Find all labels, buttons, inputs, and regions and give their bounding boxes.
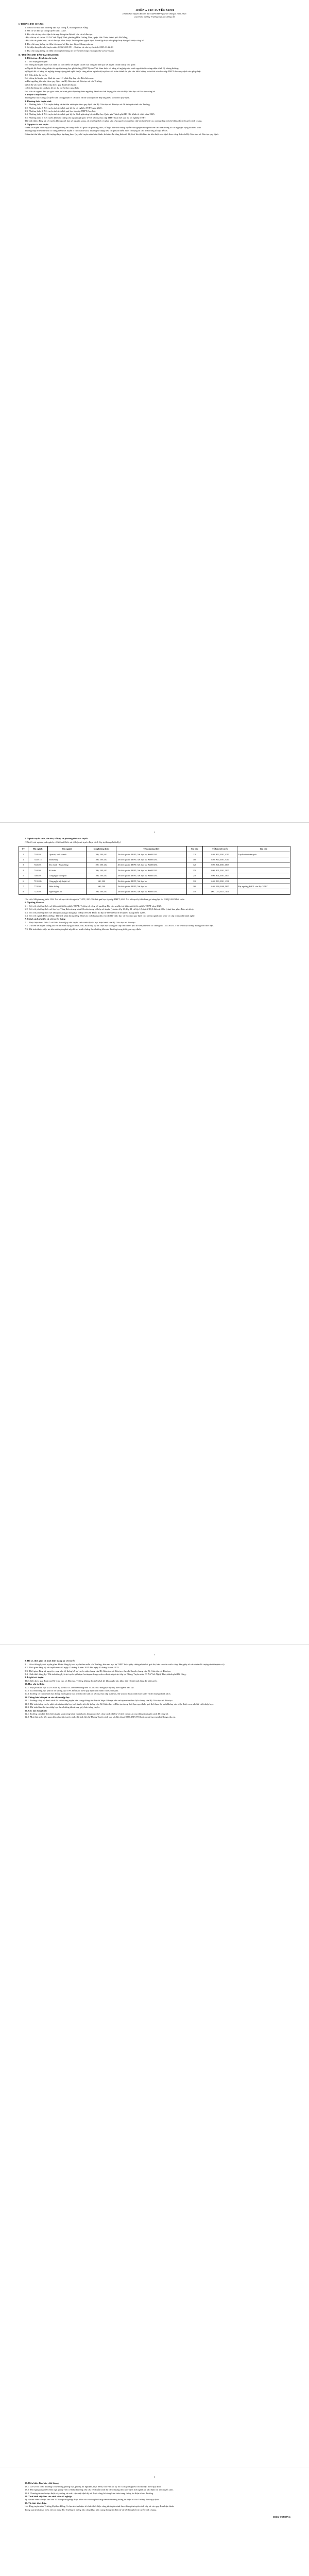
table-cell: A00, A01, D01, D07 bbox=[203, 873, 237, 878]
page-number: 2 bbox=[153, 831, 156, 834]
paragraph: Ghi chú: Mã phương thức 100: Xét kết quả thi tốt nghiệp THPT; 200: Xét kết quả học tập cấp THPT; 402: Xét kết quả kỳ thi đánh giá năng lực do ĐHQG-HCM tổ chức. bbox=[25, 897, 185, 901]
paragraph: 8.2. Thời gian đăng ký xét tuyển sớm: từ ngày 15 tháng 4 năm 2025 đến ngày 30 tháng 6 năm 2025. bbox=[25, 1666, 119, 1669]
table-cell: 150 bbox=[186, 868, 203, 873]
paragraph: 6.1. Đối với phương thức xét kết quả thi tốt nghiệp THPT: Trường sẽ công bố ngưỡng đầu vào sau khi có kết quả thi tốt nghiệp THPT năm 2025. bbox=[25, 904, 162, 907]
table-cell: 1 bbox=[19, 852, 28, 857]
paragraph: 8.3. Thời gian đăng ký nguyện vọng trên hệ thống hỗ trợ tuyển sinh chung của Bộ Giáo dục và Đào tạo: theo kế hoạch chung của Bộ Giáo dục và Đào tạo. bbox=[25, 1669, 171, 1672]
table-cell: 160 bbox=[186, 884, 203, 889]
table-cell: Marketing bbox=[48, 857, 87, 862]
page-1-body bbox=[19, 23, 290, 136]
table-cell bbox=[237, 862, 290, 868]
table-header-cell: TT bbox=[19, 846, 28, 852]
paragraph: 13.2. Đội ngũ giảng viên: Đội ngũ giảng viên cơ hữu đáp ứng yêu cầu về chuẩn trình độ và số lượng theo quy định mở ngành và xác định chỉ tiêu tuyển sinh. bbox=[25, 2488, 174, 2492]
table-cell: 100; 200; 402 bbox=[87, 852, 116, 857]
page-2-top bbox=[19, 837, 290, 844]
table-row bbox=[19, 884, 290, 889]
table-cell: 100; 200; 402 bbox=[87, 873, 116, 878]
table-cell: Xét kết quả thi THPT; Xét học bạ; Xét ĐGNL bbox=[116, 862, 186, 868]
table-row bbox=[19, 878, 290, 884]
table-cell: 100; 200; 402 bbox=[87, 862, 116, 868]
paragraph: 11.3. Thí sinh làm thủ tục nhập học theo hướng dẫn trong giấy báo trúng tuyển. bbox=[25, 1706, 100, 1709]
table-cell: A00, A01, D01, D07 bbox=[203, 862, 237, 868]
paragraph: 10.2. Lộ trình tăng học phí tối đa không quá 10% mỗi năm theo quy định hiện hành của Chính phủ. bbox=[25, 1689, 119, 1692]
paragraph: 7.2. Ưu tiên xét tuyển thẳng đối với thí sinh đạt giải Nhất, Nhì, Ba trong kỳ thi chọn học sinh giỏi cấp tỉnh/thành phố trở lên; thí sinh có chứng chỉ IELTS từ 5.5 trở lên hoặc tương đương còn thời hạn. bbox=[25, 924, 214, 927]
table-cell: Xét kết quả thi THPT; Xét học bạ bbox=[116, 884, 186, 889]
paragraph: Thí sinh được đăng ký xét tuyển không giới hạn số nguyện vọng, số phương thức và phải sắp xếp nguyện vọng theo thứ tự ưu tiên từ cao xuống thấp trên hệ thống hỗ trợ tuyển sinh chung. bbox=[25, 120, 202, 123]
paragraph: Hội đồng tuyển sinh Trường Đại học Đông Á chịu trách nhiệm tổ chức thực hiện công tác tuyển sinh theo thông tin tuyển sinh này và các quy định hiện hành. bbox=[25, 2505, 175, 2508]
spacer bbox=[19, 19, 290, 22]
table-header-cell: Ghi chú bbox=[237, 846, 290, 852]
table-cell: A00, A01, D01, C01 bbox=[203, 878, 237, 884]
table-cell: A00, A01, D01, D07 bbox=[203, 868, 237, 873]
table-cell: 100; 200; 402 bbox=[87, 889, 116, 894]
table-cell: Ngôn ngữ Anh bbox=[48, 889, 87, 894]
page-number: 3 bbox=[153, 1653, 156, 1656]
table-cell: 100; 200 bbox=[87, 884, 116, 889]
table-cell: 7220201 bbox=[28, 889, 48, 894]
page-3-body bbox=[19, 1659, 290, 1719]
table-cell: 250 bbox=[186, 873, 203, 878]
paragraph: (Chi tiết các ngành, mã ngành, chỉ tiêu dự kiến và tổ hợp xét tuyển được trình bày tại bảng dưới đây) bbox=[25, 840, 121, 843]
paragraph: Điểm xét tuyển được quy đổi tương đương về thang điểm 30 giữa các phương thức, tổ hợp. Thí sinh trúng tuyển vào nguyện vọng ưu tiên cao nhất trong số các nguyện vọng đủ điều kiện. bbox=[25, 126, 201, 129]
table-row bbox=[19, 873, 290, 878]
table-cell: 5 bbox=[19, 873, 28, 878]
paragraph: 7.1. Thực hiện theo Điều 7 và Điều 8 của Quy chế tuyển sinh trình độ đại học hiện hành của Bộ Giáo dục và Đào tạo. bbox=[25, 921, 136, 924]
table-cell: 8 bbox=[19, 889, 28, 894]
paragraph: 8. Hồ sơ, thời gian và hình thức đăng ký xét tuyển bbox=[25, 1659, 75, 1663]
table-cell: 7480201 bbox=[28, 873, 48, 878]
paragraph: 12. Các nội dung khác bbox=[25, 1709, 47, 1712]
paragraph: 9. Lệ phí xét tuyển bbox=[25, 1676, 44, 1679]
table-cell: 7340301 bbox=[28, 868, 48, 873]
paragraph: - Địa chỉ các phân hiệu, cơ sở đào tạo khác thuộc Trường theo quyết định thành lập hoặc cho phép hoạt động đã được công bố. bbox=[25, 39, 145, 42]
table-cell: Điều dưỡng bbox=[48, 884, 87, 889]
table-cell: D01, D14, D15, A01 bbox=[203, 889, 237, 894]
table-cell: 7720301 bbox=[28, 884, 48, 889]
table-cell: Xét kết quả thi THPT; Xét học bạ bbox=[116, 878, 186, 884]
paragraph: Đối tượng dự tuyển được xác định tại thời điểm xét tuyển (trước khi công bố kết quả xét tuyển chính thức), bao gồm: bbox=[25, 63, 136, 66]
table-cell: 7 bbox=[19, 884, 28, 889]
paragraph: 3.3. Phương thức 3: Xét tuyển dựa trên kết quả học tập cấp THPT (học bạ). bbox=[25, 109, 96, 112]
paragraph: 6. Địa chỉ trang thông tin điện tử công bố thông tin tuyển sinh: https://donga.edu.vn/tuyensinh bbox=[25, 49, 114, 52]
paragraph: 5. Ngành tuyển sinh, chỉ tiêu, tổ hợp và phương thức xét tuyển bbox=[25, 837, 88, 840]
paragraph: 3.4. Phương thức 4: Xét tuyển dựa trên kết quả kỳ thi đánh giá năng lực do Đại học Quốc gia Thành phố Hồ Chí Minh tổ chức năm 2025. bbox=[25, 113, 155, 116]
paragraph: 7. Chính sách ưu tiên và xét tuyển thẳng bbox=[25, 918, 65, 921]
table-cell: 3 bbox=[19, 862, 28, 868]
table-cell: 4 bbox=[19, 868, 28, 873]
table-cell: 6 bbox=[19, 878, 28, 884]
paragraph: 13.1. Cơ sở vật chất: Trường có hệ thống phòng học, phòng thí nghiệm, thực hành, thư viện và ký túc xá đáp ứng yêu cầu đào tạo theo quy định. bbox=[25, 2485, 162, 2488]
paragraph: Điểm ưu tiên khu vực, đối tượng được áp dụng theo Quy chế tuyển sinh hiện hành; thí sinh đạt tổng điểm từ 22,5 trở lên thì điểm ưu tiên được xác định theo công thức do Bộ Giáo dục và Đào tạo quy định. bbox=[25, 132, 219, 135]
page-2-bottom bbox=[19, 898, 290, 931]
admission-table bbox=[19, 846, 290, 895]
paragraph: c) Có đủ thông tin cá nhân, hồ sơ dự tuyển theo quy định. bbox=[25, 87, 79, 90]
paragraph: b) Người đã có bằng tốt nghiệp trung cấp ngành nghề thuộc cùng nhóm ngành dự tuyển và đã hoàn thành đủ yêu cầu khối lượng kiến thức văn hóa cấp THPT theo quy định của pháp luật. bbox=[25, 70, 201, 73]
paragraph: 8.4. Hình thức đăng ký: Thí sinh đăng ký trực tuyến tại https://xettuyen.donga.edu.vn hoặc nộp trực tiếp tại Phòng Tuyển sinh, 33 Xô Viết Nghệ Tĩnh, thành phố Đà Nẵng. bbox=[25, 1673, 186, 1676]
table-cell: 150 bbox=[186, 889, 203, 894]
table-cell: Quản trị kinh doanh bbox=[48, 852, 87, 857]
table-cell bbox=[237, 873, 290, 878]
paragraph: 6.4. Đối với ngành Điều dưỡng: Thí sinh phải đạt ngưỡng đảm bảo chất lượng đầu vào do Bộ Giáo dục và Đào tạo quy định cho nhóm ngành sức khỏe có cấp chứng chỉ hành nghề. bbox=[25, 914, 195, 917]
paragraph: a) Đạt ngưỡng đầu vào theo quy định của Bộ Giáo dục và Đào tạo và của Trường; bbox=[25, 80, 102, 83]
table-row bbox=[19, 889, 290, 894]
table-cell: 7340115 bbox=[28, 857, 48, 862]
table-cell: 120 bbox=[186, 862, 203, 868]
table-cell: 120 bbox=[186, 878, 203, 884]
table-cell: Tài chính - Ngân hàng bbox=[48, 862, 87, 868]
document-page-2 bbox=[0, 822, 309, 1645]
signature-block bbox=[19, 2516, 290, 2519]
paragraph: 12.1. Trường cam kết thực hiện tuyển sinh công khai, minh bạch, đúng quy chế; chịu trách nhiệm về tính chính xác của thông tin tuyển sinh đã công bố. bbox=[25, 1712, 169, 1715]
paragraph: 3.2. Phương thức 2: Xét tuyển dựa trên kết quả kỳ thi tốt nghiệp THPT năm 2025. bbox=[25, 106, 102, 109]
paragraph: Tỷ lệ sinh viên có việc làm sau 12 tháng tốt nghiệp được khảo sát và công bố hằng năm trên trang thông tin điện tử của Trường theo quy định. bbox=[25, 2498, 160, 2501]
table-header-cell: Chỉ tiêu bbox=[186, 846, 203, 852]
table-cell: A00, A01, D01, C00 bbox=[203, 852, 237, 857]
table-cell: Xét kết quả thi THPT; Xét học bạ; Xét ĐGNL bbox=[116, 868, 186, 873]
paragraph: 6.2. Đối với phương thức xét học bạ: Tổng điểm trung bình 03 môn trong tổ hợp xét tuyển (cả năm lớp 10, lớp 11 và lớp 12) đạt từ 18,0 điểm trở lên (chưa bao gồm điểm ưu tiên). bbox=[25, 908, 194, 911]
table-row bbox=[19, 862, 290, 868]
table-cell: Kế toán bbox=[48, 868, 87, 873]
paragraph: 2. Mã cơ sở đào tạo trong tuyển sinh: DAD. bbox=[25, 29, 66, 32]
table-cell: 2 bbox=[19, 857, 28, 862]
table-cell: 220 bbox=[186, 852, 203, 857]
paragraph: 7.3. Thí sinh thuộc diện ưu tiên xét tuyển phải nộp hồ sơ minh chứng theo hướng dẫn của Trường trong thời gian quy định. bbox=[25, 927, 141, 930]
paragraph: 13. Điều kiện đảm bảo chất lượng bbox=[25, 2482, 59, 2485]
paragraph: 12.2. Mọi thắc mắc liên quan đến công tác tuyển sinh, thí sinh liên hệ Phòng Tuyển sinh qua số điện thoại 0236.3519.991 hoặc email tuyensinh@donga.edu.vn. bbox=[25, 1716, 176, 1719]
document-page-1 bbox=[0, 0, 309, 822]
paragraph: 3. Địa chỉ các trụ sở và địa chỉ trang thông tin điện tử của cơ sở đào tạo. bbox=[25, 32, 93, 36]
paragraph: Trong quá trình thực hiện, nếu có thay đổi, Trường sẽ thông báo công khai trên trang thông tin điện tử và hệ thống hỗ trợ tuyển sinh chung. bbox=[25, 2508, 157, 2511]
page-number: 4 bbox=[153, 2476, 156, 2478]
table-cell: Công nghệ kỹ thuật ô tô bbox=[48, 878, 87, 884]
paragraph: I. THÔNG TIN CHUNG bbox=[19, 23, 44, 26]
paragraph: 10.3. Trường có chính sách học bổng, miễn giảm học phí cho thí sinh có kết quả học tập xuất sắc, thí sinh có hoàn cảnh khó khăn và đối tượng chính sách. bbox=[25, 1692, 171, 1696]
paragraph: II. TUYỂN SINH ĐÀO TẠO ĐẠI HỌC bbox=[19, 54, 59, 57]
paragraph: 5. Số điện thoại liên hệ tuyển sinh: 0236.3519.991 - Hotline tư vấn tuyển sinh: 0905.11.22.99 bbox=[25, 46, 113, 49]
paragraph: 6.3. Đối với phương thức xét kết quả đánh giá năng lực ĐHQG-HCM: Điểm thi đạt từ 600 điểm trở lên (theo thang điểm 1200). bbox=[25, 911, 146, 914]
table-cell: Xét kết quả thi THPT; Xét học bạ; Xét ĐGNL bbox=[116, 852, 186, 857]
paragraph: 14. Tình hình việc làm của sinh viên tốt nghiệp bbox=[25, 2495, 72, 2498]
paragraph: 10.1. Học phí năm học 2025-2026 dự kiến từ 14.500.000 đồng đến 19.500.000 đồng/học kỳ tùy theo ngành đào tạo. bbox=[25, 1686, 134, 1689]
table-row bbox=[19, 857, 290, 862]
table-cell: 100; 200 bbox=[87, 878, 116, 884]
paragraph: - Địa chỉ trụ sở chính: 33 Xô Viết Nghệ Tĩnh, phường Hòa Cường Nam, quận Hải Châu, thành phố Đà Nẵng. bbox=[25, 36, 128, 39]
table-cell: Công nghệ thông tin bbox=[48, 873, 87, 878]
document-page-4 bbox=[0, 2467, 309, 2576]
document-subtitle-line: (Kèm theo Quyết định số 143/QĐ-ĐHĐ ngày 10 tháng 4 năm 2025 bbox=[123, 12, 186, 15]
paragraph: 11.2. Thí sinh trúng tuyển phải xác nhận nhập học trực tuyến trên hệ thống của Bộ Giáo dục và Đào tạo trong thời hạn quy định; quá thời hạn, thí sinh không xác nhận được xem như từ chối nhập học. bbox=[25, 1702, 214, 1705]
table-cell: 180 bbox=[186, 857, 203, 862]
table-cell bbox=[237, 889, 290, 894]
paragraph: Trường Đại học Đông Á tuyển sinh trong phạm vi cả nước và thí sinh quốc tế đáp ứng điều kiện theo quy định. bbox=[25, 96, 130, 99]
paragraph: 4. Nguyên tắc xét tuyển bbox=[25, 123, 48, 126]
paragraph: 3. Phương thức tuyển sinh bbox=[25, 99, 52, 103]
table-cell: 7340201 bbox=[28, 862, 48, 868]
paragraph: 3.1. Phương thức 1: Xét tuyển thẳng và ưu tiên xét tuyển theo quy định của Bộ Giáo dục và Đào tạo và đề án tuyển sinh của Trường. bbox=[25, 103, 150, 106]
table-cell: Xét kết quả thi THPT; Xét học bạ; Xét ĐGNL bbox=[116, 873, 186, 878]
table-cell: Tuyển sinh toàn quốc bbox=[237, 852, 290, 857]
paragraph: a) Người đã được công nhận tốt nghiệp trung học phổ thông (THPT) của Việt Nam hoặc có bằng tốt nghiệp của nước ngoài được công nhận trình độ tương đương; bbox=[25, 66, 179, 70]
paragraph: Trường hợp nhiều thí sinh có cùng điểm xét tuyển ở cuối danh sách, Trường sử dụng tiêu chí phụ là điểm môn có trọng số cao nhất trong tổ hợp để xét. bbox=[25, 129, 168, 132]
table-cell bbox=[237, 868, 290, 873]
paragraph: 13.3. Chương trình đào tạo được xây dựng, rà soát, cập nhật định kỳ và được công bố công khai trên trang thông tin điện tử của Trường. bbox=[25, 2492, 154, 2495]
table-cell bbox=[237, 878, 290, 884]
paragraph: 1. Tên cơ sở đào tạo: Trường Đại học Đông Á, thành phố Đà Nẵng. bbox=[25, 26, 89, 29]
paragraph: 15. Tổ chức thực hiện bbox=[25, 2501, 47, 2504]
table-cell: Xét kết quả thi THPT; Xét học bạ; Xét ĐGNL bbox=[116, 889, 186, 894]
table-row bbox=[19, 852, 290, 857]
paragraph: 4. Địa chỉ trang thông tin điện tử của cơ sở đào tạo: https://donga.edu.vn bbox=[25, 42, 94, 45]
table-header-cell: Tên phương thức bbox=[116, 846, 186, 852]
table-header-cell: Tên ngành bbox=[48, 846, 87, 852]
paragraph: Thực hiện theo quy định của Bộ Giáo dục và Đào tạo. Trường không thu thêm bất kỳ khoản phí nào khác đối với thí sinh đăng ký xét tuyển. bbox=[25, 1679, 158, 1682]
table-cell bbox=[237, 857, 290, 862]
table-header-cell: Mã ngành bbox=[28, 846, 48, 852]
table-cell: A00, A01, D01, C00 bbox=[203, 857, 237, 862]
table-header-cell: Mã phương thức bbox=[87, 846, 116, 852]
paragraph: 1.1. Đối tượng dự tuyển bbox=[25, 60, 48, 63]
paragraph: 3.5. Phương thức 5: Xét tuyển kết hợp chứng chỉ ngoại ngữ quốc tế với kết quả học tập THPT hoặc kết quả thi tốt nghiệp THPT. bbox=[25, 116, 146, 119]
document-subtitle-line: của Hiệu trưởng Trường Đại học Đông Á) bbox=[134, 15, 175, 19]
table-cell: 100; 200; 402 bbox=[87, 857, 116, 862]
document-title: THÔNG TIN TUYỂN SINH bbox=[135, 8, 174, 12]
paragraph: 1.2. Điều kiện dự tuyển bbox=[25, 73, 47, 76]
paragraph: Đối với các ngành đào tạo giáo viên, thí sinh phải đáp ứng thêm ngưỡng đảm bảo chất lượng đầu vào do Bộ Giáo dục và Đào tạo công bố. bbox=[25, 90, 156, 93]
table-cell: 7340101 bbox=[28, 852, 48, 857]
admission-table-header bbox=[19, 846, 290, 852]
paragraph: 10. Học phí dự kiến bbox=[25, 1683, 45, 1686]
table-cell: Xét kết quả thi THPT; Xét học bạ; Xét ĐGNL bbox=[116, 857, 186, 862]
paragraph: Đối tượng dự tuyển quy định tại mục 1.1 phải đáp ứng các điều kiện sau: bbox=[25, 76, 94, 79]
table-row bbox=[19, 868, 290, 873]
paragraph: 11. Thông báo kết quả và xác nhận nhập học bbox=[25, 1696, 70, 1699]
paragraph: 8.1. Hồ sơ đăng ký xét tuyển gồm: Phiếu đăng ký xét tuyển theo mẫu của Trường; bản sao học bạ THPT hoặc giấy chứng nhận kết quả thi; bản sao căn cước công dân; giấy tờ xác nhận đối tượng ưu tiên (nếu có). bbox=[25, 1663, 225, 1666]
signature-line: HIỆU TRƯỞNG bbox=[273, 2516, 290, 2519]
page-4-body bbox=[19, 2482, 290, 2512]
admission-table-body bbox=[19, 852, 290, 894]
document-page-3 bbox=[0, 1645, 309, 2467]
table-cell: 100; 200; 402 bbox=[87, 868, 116, 873]
paragraph: 6. Ngưỡng đầu vào bbox=[25, 901, 44, 904]
paragraph: 11.1. Trường công bố danh sách thí sinh trúng tuyển trên trang thông tin điện tử https://donga.edu.vn/tuyensinh theo lịch chung của Bộ Giáo dục và Đào tạo. bbox=[25, 1699, 173, 1702]
paragraph: b) Có đủ sức khỏe để học tập theo quy định hiện hành; bbox=[25, 83, 77, 86]
table-cell: A00, B00, B08, D07 bbox=[203, 884, 237, 889]
paragraph: 1. Đối tượng, điều kiện dự tuyển bbox=[25, 57, 58, 60]
table-cell: 7510205 bbox=[28, 878, 48, 884]
table-header-cell: Tổ hợp xét tuyển bbox=[203, 846, 237, 852]
paragraph: 2. Phạm vi tuyển sinh bbox=[25, 93, 47, 96]
table-cell: Đạt ngưỡng ĐBCL của Bộ GDĐT bbox=[237, 884, 290, 889]
